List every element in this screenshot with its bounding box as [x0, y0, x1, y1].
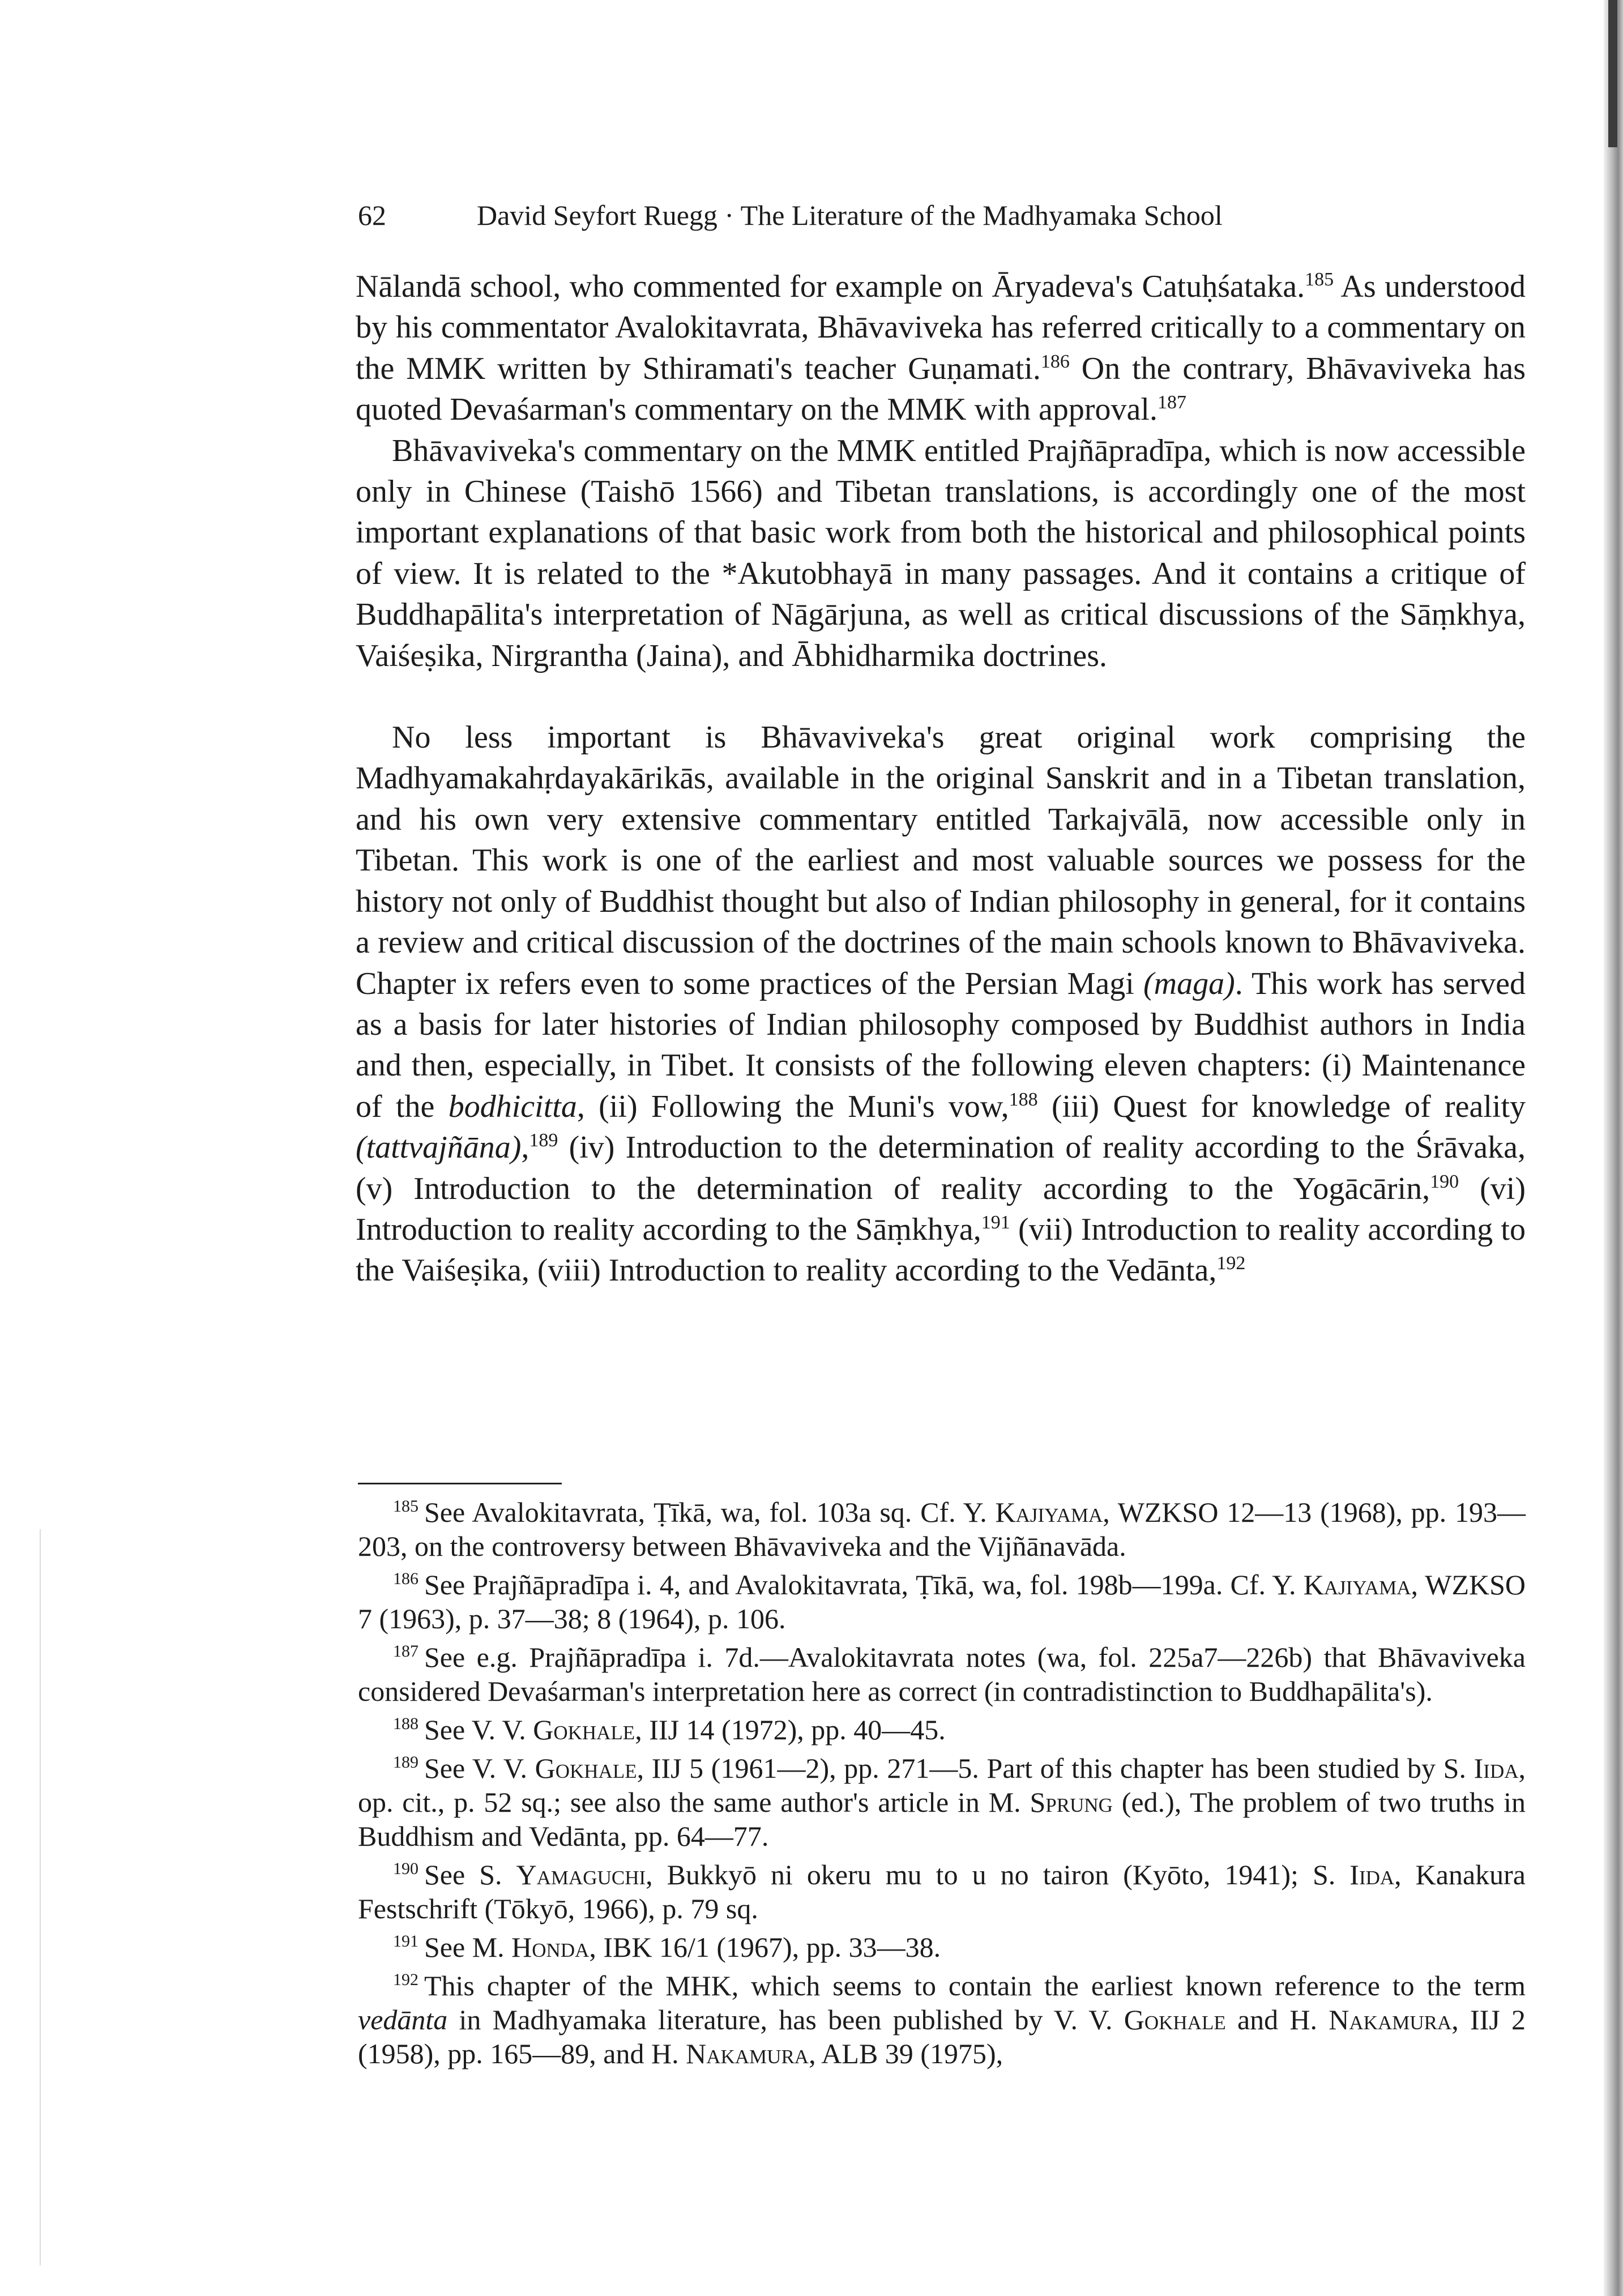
- footnote-ref-192[interactable]: 192: [1216, 1253, 1246, 1274]
- footnote-text: See V. V.: [424, 1752, 535, 1784]
- p1-text-a: Nālandā school, who commented for example on Āryadeva's Catuḥśataka.: [356, 269, 1305, 304]
- running-header: [358, 197, 1524, 233]
- author-name: Gokhale: [1124, 2004, 1226, 2035]
- p3-text-a: No less important is Bhāvaviveka's great original work comprising the Madhyamakahṛdayakārikās, available in the original Sanskrit and in a Tibetan translation, and his own very extensive commentary entitled Tarkajvālā, now accessible only in Tibetan. This work is one of the earliest and most valuable sources we possess for the history not only of Buddhist thought but also of Indian philosophy in general, for it contains a review and critical discussion of the doctrines of the main schools known to Bhāvaviveka. Chapter ix refers even to some practices of the Persian Magi: [356, 720, 1526, 1001]
- main-text: [356, 266, 1526, 1291]
- author-name: Honda: [511, 1931, 590, 1963]
- footnote-text: This chapter of the MHK, which seems to contain the earliest known reference to the term: [424, 1970, 1526, 2001]
- footnote-text: , WZKSO 7 (1963), p. 37—38; 8 (1964), p. 106.: [358, 1569, 1526, 1634]
- footnote-ref-189[interactable]: 189: [529, 1130, 558, 1151]
- footnote-ref-191[interactable]: 191: [981, 1211, 1010, 1233]
- author-name: Yamaguchi: [516, 1859, 646, 1890]
- footnote-text: See e.g. Prajñāpradīpa i. 7d.—Avalokitavrata notes (wa, fol. 225a7—226b) that Bhāvaviveka considered Devaśarman's interpretation here as correct (in contradistinction to Buddhapālita's).: [358, 1641, 1526, 1707]
- p3-text-d: (iii) Quest for knowledge of reality: [1037, 1089, 1526, 1124]
- page-number: 62: [358, 199, 386, 231]
- footnote-number: 189: [393, 1753, 418, 1772]
- p3-text-c: , (ii) Following the Muni's vow,: [576, 1089, 1009, 1124]
- footnote-text: See M.: [424, 1931, 512, 1963]
- footnote-rule: [358, 1483, 562, 1484]
- footnote-text: See V. V.: [424, 1714, 533, 1746]
- p3-maga: (maga): [1143, 966, 1235, 1001]
- footnote-text: , IIJ 5 (1961—2), pp. 271—5. Part of this chapter has been studied by S.: [637, 1752, 1474, 1784]
- footnote-text: , Bukkyō ni okeru mu to u no tairon (Kyōto, 1941); S.: [646, 1859, 1350, 1890]
- footnote-text: in Madhyamaka literature, has been published by V. V.: [447, 2004, 1124, 2035]
- p1-text-b: As understood by his commentator Avalokitavrata, Bhāvaviveka has referred critically to a commentary on the MMK written by Sthiramati's teacher Guṇamati.: [356, 269, 1526, 386]
- footnote-190: [358, 1858, 1526, 1926]
- author-name: Gokhale: [533, 1714, 635, 1746]
- p3-text-e: ,: [521, 1130, 529, 1166]
- footnote-text: , ALB 39 (1975),: [809, 2038, 1003, 2069]
- author-name: Iida: [1349, 1859, 1395, 1890]
- paragraph-3: [356, 717, 1526, 1291]
- author-name: Kajiyama: [995, 1496, 1103, 1528]
- footnote-text: See Prajñāpradīpa i. 4, and Avalokitavrata, Ṭīkā, wa, fol. 198b—199a. Cf. Y.: [424, 1569, 1304, 1601]
- author-name: Nakamura: [686, 2038, 809, 2069]
- author-name: Sprung: [1030, 1786, 1113, 1818]
- footnote-number: 187: [393, 1642, 418, 1661]
- paragraph-1: [356, 266, 1526, 430]
- footnote-185: [358, 1495, 1526, 1563]
- p3-tattvajnana: (tattvajñāna): [356, 1130, 522, 1166]
- footnote-text: , IIJ 14 (1972), pp. 40—45.: [635, 1714, 946, 1746]
- p3-bodhicitta: bodhicitta: [448, 1089, 577, 1124]
- footnotes: [358, 1495, 1526, 2075]
- footnote-number: 192: [393, 1970, 418, 1989]
- footnote-ref-190[interactable]: 190: [1430, 1171, 1459, 1192]
- footnote-188: [358, 1713, 1526, 1747]
- footnote-ref-188[interactable]: 188: [1009, 1089, 1038, 1110]
- running-title: David Seyfort Ruegg · The Literature of the Madhyamaka School: [477, 199, 1223, 231]
- scan-margin-mark: [40, 1529, 41, 2265]
- p3-text-b: . This work has served as a basis for later histories of Indian philosophy composed by Buddhist authors in India and then, especially, in Tibet. It consists of the following eleven chapters: (i) Maintenance of the: [356, 966, 1526, 1124]
- footnote-number: 190: [393, 1859, 418, 1878]
- footnote-text: See S.: [424, 1859, 516, 1890]
- footnote-186: [358, 1568, 1526, 1636]
- footnote-text: and H.: [1225, 2004, 1329, 2035]
- author-name: Kajiyama: [1303, 1569, 1411, 1601]
- author-name: Iida: [1473, 1752, 1519, 1784]
- p3-text-h: (vii) Introduction to reality according to the Vaiśeṣika, (viii) Introduction to reality according to the Vedānta,: [356, 1211, 1526, 1288]
- p3-text-f: (iv) Introduction to the determination of reality according to the Śrāvaka, (v) Introduction to the determination of reality according to the Yogācārin,: [356, 1130, 1526, 1206]
- paragraph-2: Bhāvaviveka's commentary on the MMK entitled Prajñāpradīpa, which is now accessible only in Chinese (Taishō 1566) and Tibetan translations, is accordingly one of the most important explanations of that basic work from both the historical and philosophical points of view. It is related to the *Akutobhayā in many passages. And it contains a critique of Buddhapālita's interpretation of Nāgārjuna, as well as critical discussions of the Sāṃkhya, Vaiśeṣika, Nirgrantha (Jaina), and Ābhidharmika doctrines.: [356, 433, 1526, 673]
- term-vedanta: vedānta: [358, 2004, 448, 2035]
- footnote-number: 186: [393, 1569, 418, 1588]
- scan-edge-shadow: [1604, 0, 1623, 2296]
- footnote-text: , op. cit., p. 52 sq.; see also the same author's article in M.: [358, 1752, 1526, 1818]
- footnote-ref-187[interactable]: 187: [1157, 392, 1186, 413]
- footnote-text: See Avalokitavrata, Ṭīkā, wa, fol. 103a sq. Cf. Y.: [424, 1496, 996, 1528]
- footnote-number: 191: [393, 1932, 418, 1951]
- footnote-text: , IIJ 2 (1958), pp. 165—89, and H.: [358, 2004, 1526, 2069]
- footnote-text: (ed.), The problem of two truths in Buddhism and Vedānta, pp. 64—77.: [358, 1786, 1526, 1852]
- p1-text-c: On the contrary, Bhāvaviveka has quoted Devaśarman's commentary on the MMK with approval.: [356, 351, 1526, 428]
- author-name: Gokhale: [535, 1752, 637, 1784]
- footnote-number: 188: [393, 1714, 418, 1733]
- footnote-192: [358, 1969, 1526, 2071]
- footnote-187: [358, 1640, 1526, 1708]
- footnote-189: [358, 1751, 1526, 1853]
- author-name: Nakamura: [1329, 2004, 1452, 2035]
- footnote-number: 185: [393, 1497, 418, 1516]
- footnote-text: , WZKSO 12—13 (1968), pp. 193—203, on the controversy between Bhāvaviveka and the Vijñānavāda.: [358, 1496, 1526, 1562]
- footnote-text: , IBK 16/1 (1967), pp. 33—38.: [589, 1931, 941, 1963]
- scan-edge-dark: [1608, 0, 1617, 147]
- footnote-ref-185[interactable]: 185: [1305, 269, 1334, 290]
- footnote-191: [358, 1930, 1526, 1964]
- p3-text-g: (vi) Introduction to reality according to the Sāṃkhya,: [356, 1171, 1526, 1247]
- footnote-ref-186[interactable]: 186: [1040, 351, 1070, 372]
- footnote-text: , Kanakura Festschrift (Tōkyō, 1966), p. 79 sq.: [358, 1859, 1526, 1924]
